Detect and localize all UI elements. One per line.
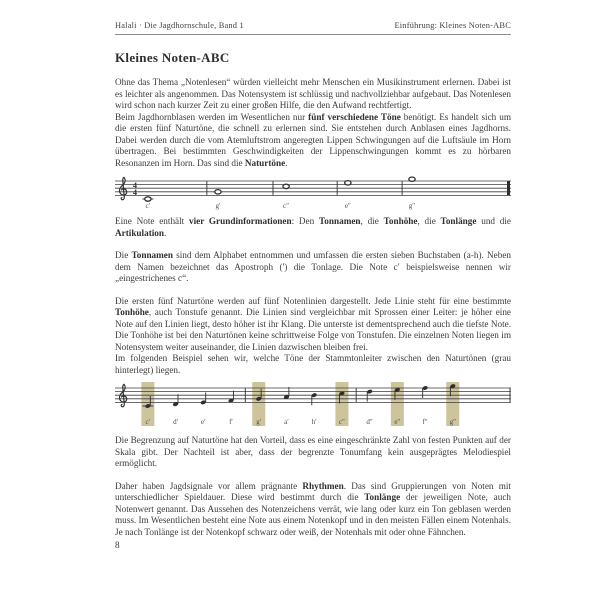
text-run: . Das sind Gruppierungen von Noten mit unterschiedlicher Spieldauer. Diese wird bestimmt durch die bbox=[115, 480, 511, 502]
paragraph-grundinformationen bbox=[115, 216, 511, 239]
paragraph-rhythmen bbox=[115, 481, 511, 539]
note-label-e″: e″ bbox=[344, 202, 351, 210]
paragraph-begrenzung bbox=[115, 435, 511, 470]
staff-naturtoene bbox=[115, 173, 511, 211]
note-label-c″: c″ bbox=[338, 418, 345, 426]
bold-term: vier Grundinformationen bbox=[189, 216, 292, 226]
page-content bbox=[115, 0, 511, 550]
paragraph-tonnamen bbox=[115, 250, 511, 285]
note-label-f″: f″ bbox=[422, 418, 428, 426]
bold-term: Tonhöhe bbox=[115, 307, 149, 317]
paragraph-intro bbox=[115, 77, 511, 112]
running-header-left: Halali · Die Jagdhornschule, Band 1 bbox=[115, 21, 244, 30]
note-label-c′: c′ bbox=[145, 202, 151, 210]
text-run: benötigt. Es handelt sich um die ersten fünf Naturtöne, die schnell zu erlernen sind. Sie entstehen durch Anblasen eines Jagdhorns. Dabei werden durch die vom Atemluftstrom angeregten Lippen Schwingungen auf die Luftsäule im Horn übertragen. Bei bestimmten Geschwindigkeiten der Lippenschwingungen kommt es zu hörbaren Resonanzen im Horn. Das sind die bbox=[115, 111, 511, 168]
text-run: Eine Note enthält bbox=[115, 216, 189, 226]
bold-term: Rhythmen bbox=[302, 480, 344, 491]
note-label-g′: g′ bbox=[256, 418, 262, 426]
note-label-f′: f′ bbox=[229, 418, 233, 426]
text-run: . bbox=[285, 157, 288, 168]
text-run: Im folgenden Beispiel sehen wir, welche Töne der Stammtonleiter zwischen den Naturtönen (grau hinterlegt) liegen. bbox=[115, 353, 511, 375]
note-label-c″: c″ bbox=[283, 202, 290, 210]
text-run: Daher haben Jagdsignale vor allem prägnante bbox=[115, 480, 303, 491]
text-run: . bbox=[164, 227, 167, 238]
text-run: , auch Tonstufe genannt. Die Linien sind vergleichbar mit Sprossen einer Leiter: je höher eine Note auf den Linien liegt, desto höher ist ihr Klang. Die unterste ist dementsprechend auch die tiefste Note. Die Tonhöhe ist bei den Naturtönen keine schrittweise Folge von Tonstufen. Die einzelnen Noten liegen im Notensystem weiter auseinander, die Linien dazwischen bleiben frei. bbox=[115, 307, 511, 352]
running-header bbox=[115, 21, 511, 35]
time-signature-top: 4 bbox=[133, 180, 137, 190]
note-label-d″: d″ bbox=[366, 418, 373, 426]
final-barline bbox=[507, 181, 510, 195]
note-label-g″: g″ bbox=[449, 418, 456, 426]
text-run: , die bbox=[360, 216, 384, 226]
bold-term: Tonlänge bbox=[364, 492, 401, 502]
paragraph-tonhoehe bbox=[115, 296, 511, 354]
bold-term: Tonnamen bbox=[131, 250, 173, 260]
paragraph-jagdhornblasen bbox=[115, 112, 511, 170]
note-label-c′: c′ bbox=[145, 418, 151, 426]
text-run: Ohne das Thema „Notenlesen“ würden vielleicht mehr Menschen ein Musikinstrument erlernen. Dabei ist es leichter als angenommen. Das Notensystem ist schlüssig und nachvollziehbar aufgebaut. Das Notenlesen wird schon nach kurzer Zeit zu einer großen Hilfe, die den Aufwand rechtfertigt. bbox=[115, 77, 511, 110]
text-run: : Den bbox=[291, 216, 319, 226]
page-number: 8 bbox=[115, 540, 120, 550]
note-label-e″: e″ bbox=[394, 418, 401, 426]
text-run: Beim Jagdhornblasen werden im Wesentlichen nur bbox=[115, 111, 309, 122]
text-run: Die ersten fünf Naturtöne werden auf fünf Notenlinien dargestellt. Jede Linie steht für eine bestimmte bbox=[115, 295, 511, 306]
whole-note-c″ bbox=[283, 184, 289, 188]
bold-term: Artikulation bbox=[115, 227, 165, 238]
figure-naturtoene-staff bbox=[115, 173, 511, 211]
note-label-g″: g″ bbox=[408, 202, 416, 210]
figure-stammtonleiter-staff bbox=[115, 380, 511, 427]
text-run: Die bbox=[115, 250, 132, 260]
paragraph-beispiel bbox=[115, 353, 511, 376]
staff-stammtonleiter bbox=[115, 380, 511, 427]
time-signature-bottom: 4 bbox=[133, 188, 137, 198]
bold-term: Tonlänge bbox=[440, 216, 477, 226]
whole-note-g″ bbox=[409, 177, 415, 181]
note-label-g′: g′ bbox=[215, 202, 221, 210]
note-label-d′: d′ bbox=[173, 418, 179, 426]
text-run: und die bbox=[476, 216, 512, 226]
running-header-right: Einführung: Kleines Noten-ABC bbox=[394, 21, 511, 30]
page-title: Kleines Noten-ABC bbox=[115, 50, 230, 65]
bold-term: Tonhöhe bbox=[383, 216, 418, 226]
whole-note-c′ bbox=[145, 197, 151, 201]
whole-note-g′ bbox=[215, 190, 221, 194]
note-label-a′: a′ bbox=[284, 418, 289, 426]
note-label-h′: h′ bbox=[311, 418, 317, 426]
bold-term: fünf verschiedene Töne bbox=[308, 111, 401, 122]
whole-note-e″ bbox=[345, 181, 351, 185]
text-run: sind dem Alphabet entnommen und umfassen die ersten sieben Buchstaben (a-h). Neben dem Namen bezeichnet das Apostroph (') die Tonlage. Die Note c′ beispielsweise nennen wir „eingestrichenes c“. bbox=[115, 250, 511, 283]
bold-term: Tonnamen bbox=[319, 216, 361, 226]
bold-term: Naturtöne bbox=[244, 157, 286, 168]
text-run: der jeweiligen Note, auch Notenwert genannt. Das Aussehen des Notenzeichens verrät, wie lang oder kurz ein Ton geblasen werden muss. Im Wesentlichen besteht eine Note aus einem Notenkopf und in den meisten Fällen einem Notenhals. Je nach Tonlänge ist der Notenkopf schwarz oder weiß, der Notenhals mit oder ohne Fähnchen. bbox=[115, 492, 511, 537]
text-run: , die bbox=[417, 216, 441, 226]
text-run: Die Begrenzung auf Naturtöne hat den Vorteil, dass es eine eingeschränkte Zahl von festen Punkten auf der Skala gibt. Der Nachteil ist aber, dass der begrenzte Tonumfang kein ausgeprägtes Melodiespiel ermöglicht. bbox=[115, 435, 511, 468]
note-label-e′: e′ bbox=[200, 418, 206, 426]
